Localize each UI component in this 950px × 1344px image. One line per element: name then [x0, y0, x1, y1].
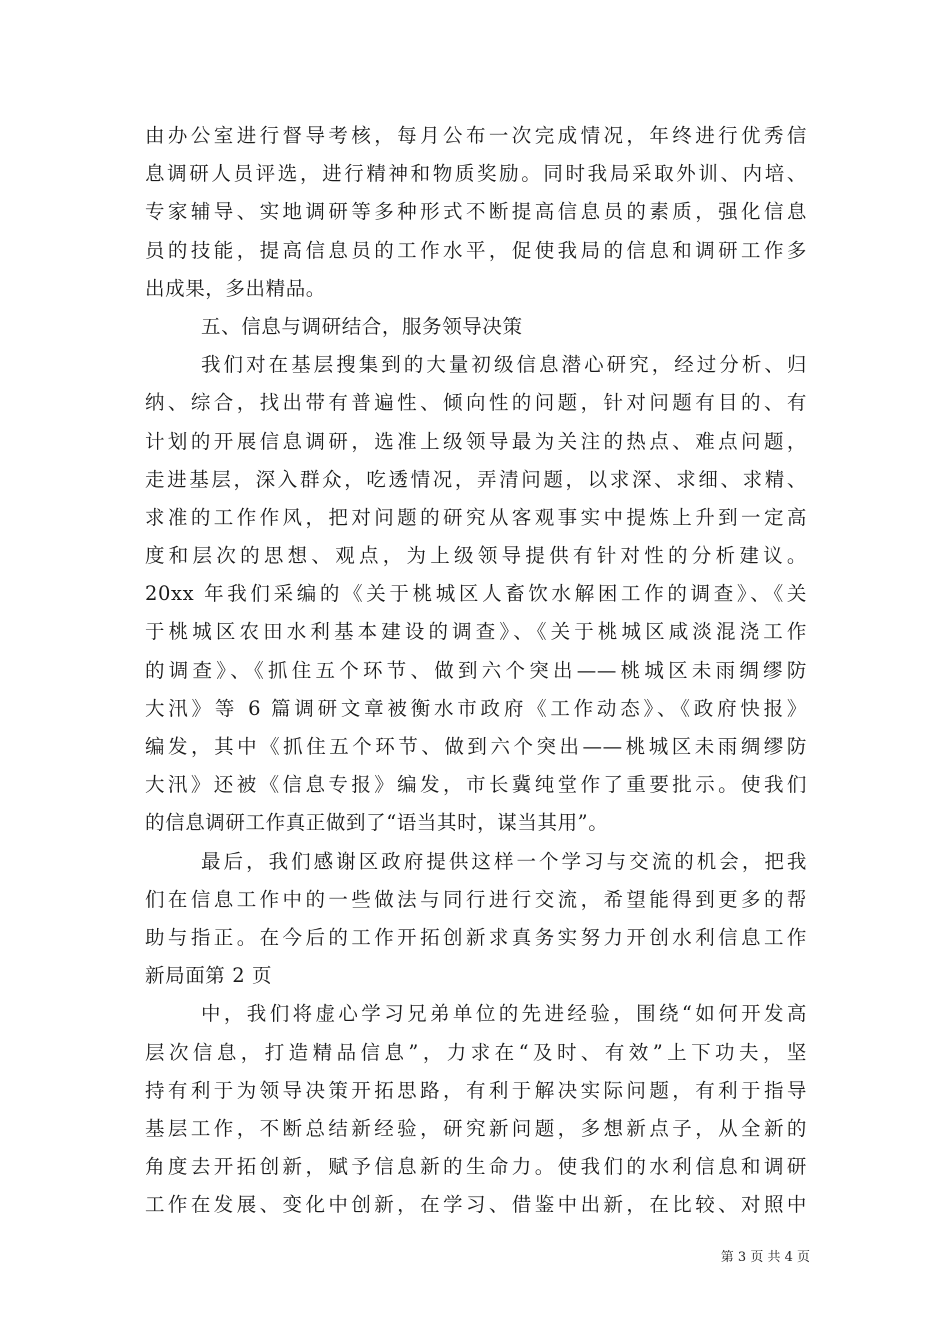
text-line-26: 持有利于为领导决策开拓思路，有利于解决实际问题，有利于指导: [145, 1078, 807, 1102]
text-line-19: 的信息调研工作真正做到了“语当其时，谋当其用”。: [145, 811, 609, 835]
text-line-25: 层次信息，打造精品信息”，力求在“及时、有效”上下功夫，坚: [145, 1040, 807, 1064]
text-line-23: 新局面第 2 页: [145, 964, 273, 988]
text-line-21: 们在信息工作中的一些做法与同行进行交流，希望能得到更多的帮: [145, 887, 807, 911]
text-line-12: 度和层次的思想、观点，为上级领导提供有针对性的分析建议。: [145, 544, 807, 568]
text-line-18: 大汛》还被《信息专报》编发，市长冀纯堂作了重要批示。使我们: [145, 773, 807, 797]
text-line-7: 我们对在基层搜集到的大量初级信息潜心研究，经过分析、归: [201, 353, 807, 377]
text-line-15: 的调查》、《抓住五个环节、做到六个突出——桃城区未雨绸缪防: [145, 658, 807, 682]
text-line-8: 纳、综合，找出带有普遍性、倾向性的问题，针对问题有目的、有: [145, 391, 807, 415]
text-line-17: 编发，其中《抓住五个环节、做到六个突出——桃城区未雨绸缪防: [145, 735, 807, 758]
text-line-13: 20xx 年我们采编的《关于桃城区人畜饮水解困工作的调查》、《关: [145, 582, 807, 606]
text-line-20: 最后，我们感谢区政府提供这样一个学习与交流的机会，把我: [201, 849, 807, 873]
body-text: [145, 117, 807, 1224]
text-line-22: 助与指正。在今后的工作开拓创新求真务实努力开创水利信息工作: [145, 925, 807, 949]
text-line-16: 大汛》等 6 篇调研文章被衡水市政府《工作动态》、《政府快报》: [145, 696, 807, 720]
page-number: 第 3 页 共 4 页: [720, 1250, 810, 1265]
text-line-24: 中，我们将虚心学习兄弟单位的先进经验，围绕“如何开发高: [201, 1002, 807, 1026]
text-line-14: 于桃城区农田水利基本建设的调查》、《关于桃城区咸淡混浇工作: [145, 620, 807, 644]
text-line-1: 由办公室进行督导考核，每月公布一次完成情况，年终进行优秀信: [145, 124, 807, 147]
text-line-4: 员的技能，提高信息员的工作水平，促使我局的信息和调研工作多: [145, 238, 807, 262]
text-line-27: 基层工作，不断总结新经验，研究新问题，多想新点子，从全新的: [145, 1116, 807, 1140]
text-line-11: 求准的工作作风，把对问题的研究从客观事实中提炼上升到一定高: [145, 505, 807, 529]
section-heading: 五、信息与调研结合，服务领导决策: [201, 314, 523, 338]
text-line-28: 角度去开拓创新，赋予信息新的生命力。使我们的水利信息和调研: [145, 1155, 807, 1179]
text-line-29: 工作在发展、变化中创新，在学习、借鉴中出新，在比较、对照中: [145, 1193, 807, 1217]
text-line-2: 息调研人员评选，进行精神和物质奖励。同时我局采取外训、内培、: [145, 162, 807, 186]
text-line-10: 走进基层，深入群众，吃透情况，弄清问题，以求深、求细、求精、: [145, 467, 807, 491]
text-line-9: 计划的开展信息调研，选准上级领导最为关注的热点、难点问题，: [145, 429, 807, 453]
text-line-5: 出成果，多出精品。: [145, 276, 326, 300]
text-line-3: 专家辅导、实地调研等多种形式不断提高信息员的素质，强化信息: [145, 200, 807, 224]
